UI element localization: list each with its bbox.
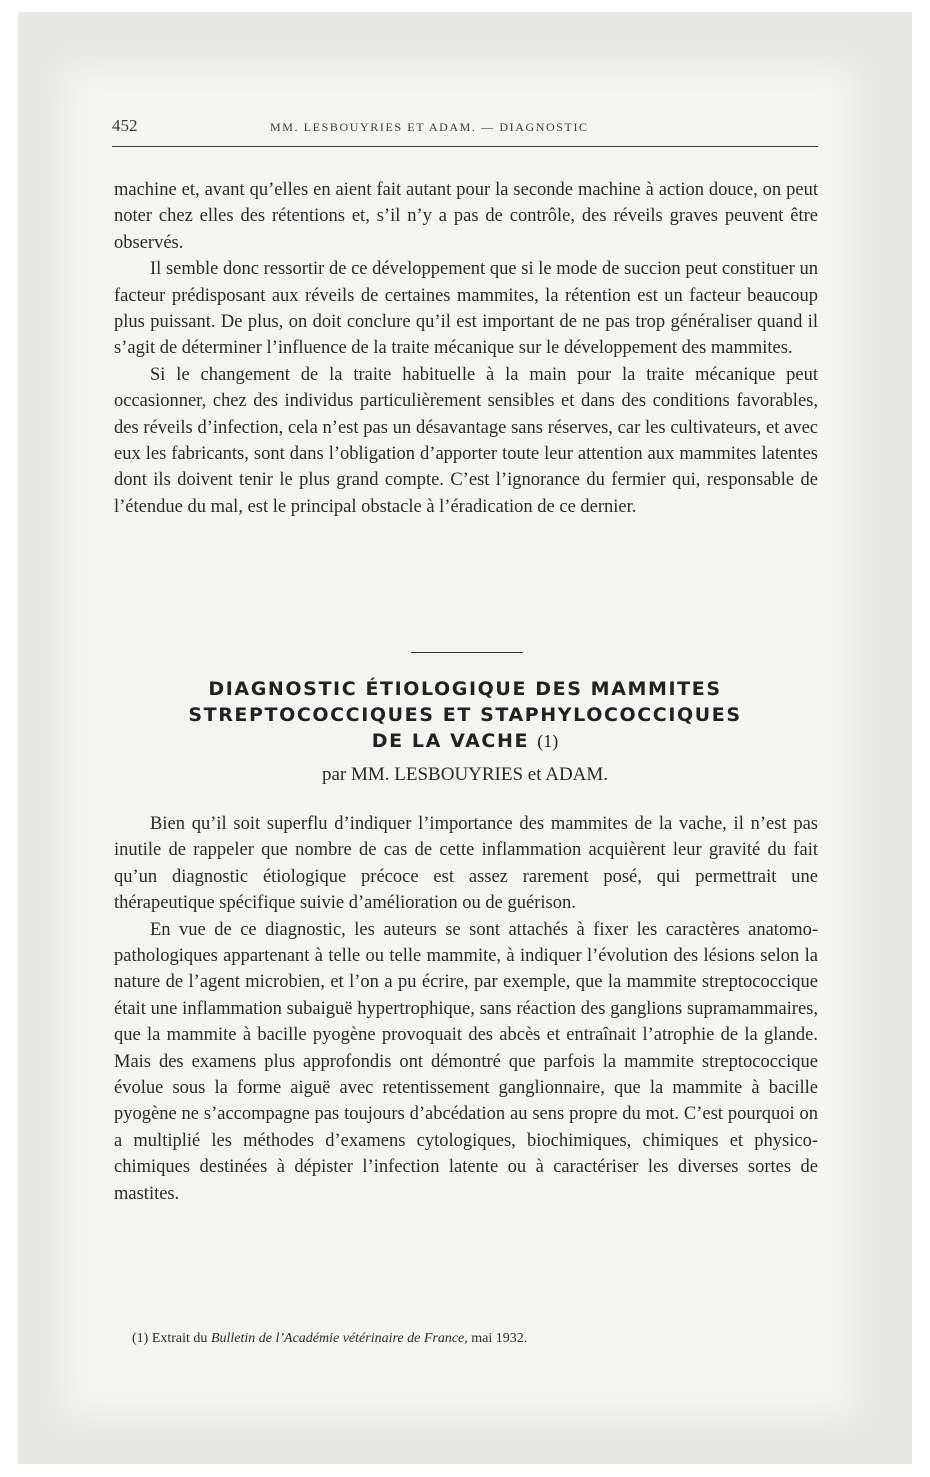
running-title: MM. LESBOUYRIES ET ADAM. — DIAGNOSTIC [270, 120, 589, 134]
footnote-marker: (1) [132, 1331, 149, 1346]
paragraph: En vue de ce diagnostic, les auteurs se sont attachés à fixer les caractères anatomo-pathologiques appartenant à telle ou telle mammite, à indiquer l’évolution des lésions selon la nature de l’agent microbien, et l’on a pu écrire, par exemple, que la mammite streptococcique était une inflammation subaiguë hypertrophique, sans réaction des ganglions supramammaires, que la mammite à bacille pyogène provoquait des abcès et entraînait l’atrophie de la glande. Mais des examens plus approfondis ont démontré que parfois la mammite streptococcique évolue sous la forme aiguë avec retentissement ganglionnaire, que la mammite à bacille pyogène ne s’accompagne pas toujours d’abcédation au sens propre du mot. C’est pourquoi on a multiplié les méthodes d’examens cytologiques, biochimiques, chimiques et physico-chimiques destinées à dépister l’infection latente ou à caractériser les diverses sortes de mastites. [114, 919, 818, 1204]
title-line-last [112, 728, 818, 754]
footnote-source: Bulletin de l’Académie vétérinaire de France, [210, 1331, 468, 1346]
header-rule [112, 146, 818, 147]
paragraph: Bien qu’il soit superflu d’indiquer l’importance des mammites de la vache, il n’est pas inutile de rappeler que nombre de cas de cette inflammation acquièrent leur gravité du fait qu’un diagnostic étiologique précoce est assez rarement posé, qui permettrait une thérapeutique spécifique suivie d’amélioration ou de guérison. [114, 814, 818, 914]
footnote-date: mai 1932. [471, 1331, 528, 1346]
paragraph: Si le changement de la traite habituelle à la main pour la traite mécanique peut occasionner, chez des individus particulièrement sensibles et dans des conditions favorables, des réveils d’infection, cela n’est pas un désavantage sans réserves, car les cultivateurs, et avec eux les fabricants, sont dans l’obligation d’apporter toute leur attention aux mammites latentes dont ils doivent tenir le plus grand compte. C’est l’ignorance du fermier qui, responsable de l’étendue du mal, est le principal obstacle à l’éradication de ce dernier. [114, 364, 818, 517]
title-line: STREPTOCOCCIQUES ET STAPHYLOCOCCIQUES [188, 704, 742, 726]
paragraph: machine et, avant qu’elles en aient fait autant pour la seconde machine à action douce, on peut noter chez elles des rétentions et, s’il n’y a pas de contrôle, des réveils graves peuvent être observés. [114, 180, 818, 253]
paragraph: Il semble donc ressortir de ce développement que si le mode de succion peut constituer un facteur prédisposant aux réveils de certaines mammites, la rétention est un facteur beaucoup plus puissant. De plus, on doit conclure qu’il est important de ne pas trop généraliser quand il s’agit de déterminer l’influence de la traite mécanique sur le développement des mammites. [114, 259, 818, 359]
footnote-reference: (1) [537, 731, 559, 751]
article-title [112, 676, 818, 754]
article-body [114, 811, 818, 1207]
section-divider [411, 652, 523, 653]
title-line: DIAGNOSTIC ÉTIOLOGIQUE DES MAMMITES [208, 678, 722, 700]
running-header [112, 116, 818, 138]
byline: par MM. LESBOUYRIES et ADAM. [321, 764, 609, 785]
page-number: 452 [112, 116, 138, 135]
footnote [132, 1331, 812, 1347]
continued-text [114, 177, 818, 520]
footnote-text: Extrait du [151, 1331, 208, 1346]
title-line: DE LA VACHE [371, 730, 530, 752]
